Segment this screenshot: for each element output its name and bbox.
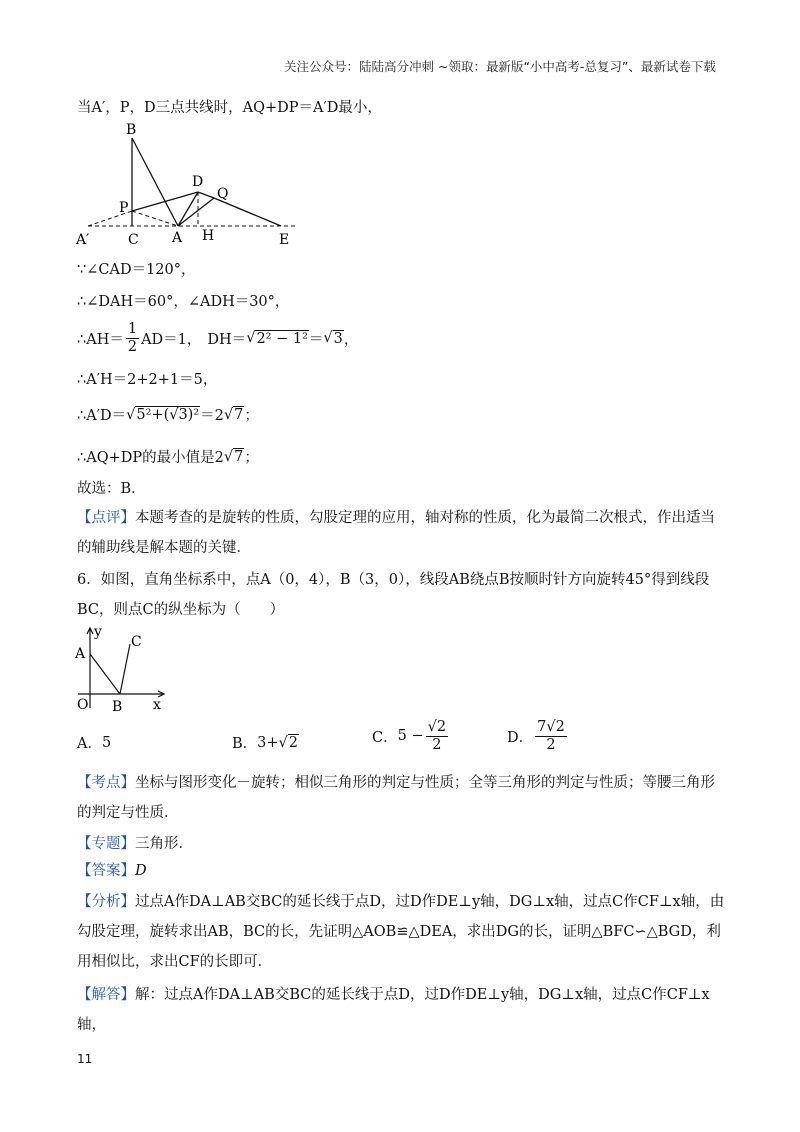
label-y: y <box>94 624 102 640</box>
seg-AB <box>90 654 120 694</box>
label-Q: Q <box>217 186 229 202</box>
option-d[interactable]: D． $\frac{7√2}{2}$ <box>507 719 565 753</box>
step-4: ∴A′H＝2+2+1＝5， <box>77 372 218 388</box>
label-A: A <box>172 230 183 246</box>
label-C: C <box>128 232 139 248</box>
label-A1: A′ <box>76 232 90 248</box>
label-O: O <box>77 697 89 713</box>
question-6-stem: 6．如图，直角坐标系中，点A（0，4），B（3，0），线段AB绕点B按顺时针方向旋转45°得到线段BC，则点C的纵坐标为（ ） <box>77 572 710 618</box>
jieda-paragraph: 【解答】解：过点A作DA⊥AB交BC的延长线于点D，过D作DE⊥y轴，DG⊥x轴，过点C作CF⊥x轴， <box>77 987 710 1033</box>
page-number: 11 <box>77 1052 93 1066</box>
figure-2 <box>72 622 172 714</box>
answer-line: 【答案】D <box>77 863 147 879</box>
step-1: ∵∠CAD＝120°， <box>77 262 196 278</box>
label-C: C <box>131 634 142 650</box>
seg-DQ <box>198 192 214 198</box>
kaodian-tag: 【考点】 <box>77 775 135 791</box>
seg-AQ <box>178 198 214 226</box>
step-5: ∴A′D＝ √ 5²+(√3)² ＝2 √ 7 ； <box>77 406 259 424</box>
fraction-half: $\frac{1}{2}$ <box>127 321 138 355</box>
intro-line: 当A′，P，D三点共线时，AQ+DP＝A′D最小， <box>77 100 382 116</box>
review-tag: 【点评】 <box>77 510 135 526</box>
seg-QE <box>214 198 281 226</box>
zhuanti-line: 【专题】三角形． <box>77 836 193 852</box>
page-header: 关注公众号：陆陆高分冲刺 ~领取：最新版“小中高考-总复习”、最新试卷下载 <box>284 59 716 74</box>
label-E: E <box>279 232 290 248</box>
label-D: D <box>192 174 204 190</box>
label-x: x <box>153 697 161 713</box>
kaodian-paragraph: 【考点】坐标与图形变化－旋转；相似三角形的判定与性质；全等三角形的判定与性质；等腰三角形的判定与性质． <box>77 775 715 821</box>
figure-1 <box>74 118 314 250</box>
label-P: P <box>119 200 129 216</box>
sqrt-symbol: √ <box>246 330 256 346</box>
step-2: ∴∠DAH＝60°，∠ADH＝30°， <box>77 294 290 310</box>
answer-tag: 【答案】 <box>77 863 135 879</box>
zhuanti-tag: 【专题】 <box>77 836 135 852</box>
option-c[interactable]: C． 5 − $\frac{√2}{2}$ <box>372 719 447 753</box>
fenxi-paragraph: 【分析】过点A作DA⊥AB交BC的延长线于点D，过D作DE⊥y轴，DG⊥x轴，过点C作CF⊥x轴，由勾股定理，旋转求出AB，BC的长，先证明△AOB≌△DEA，求出DG的长，证明△BFC∽△BGD，利用相似比，求出CF的长即可． <box>77 894 725 970</box>
review-paragraph: 【点评】本题考查的是旋转的性质，勾股定理的应用，轴对称的性质，化为最简二次根式，作出适当的辅助线是解本题的关键． <box>77 510 715 556</box>
option-b[interactable]: B． 3+ √ 2 <box>232 734 299 752</box>
option-a[interactable]: A． 5 <box>77 734 112 752</box>
jieda-tag: 【解答】 <box>77 987 135 1003</box>
label-A: A <box>75 646 86 662</box>
label-H: H <box>202 228 215 244</box>
label-B: B <box>126 122 137 138</box>
seg-BC <box>120 644 130 694</box>
step-7: 故选：B． <box>77 481 146 497</box>
fenxi-tag: 【分析】 <box>77 894 135 910</box>
step-3: ∴AH＝ $\frac{1}{2}$ AD＝1， DH＝ √ 2² − 1² ＝ √ 3 ， <box>77 321 359 355</box>
label-B: B <box>112 699 123 714</box>
step-6: ∴AQ+DP的最小值是2 √ 7 ； <box>77 448 259 466</box>
